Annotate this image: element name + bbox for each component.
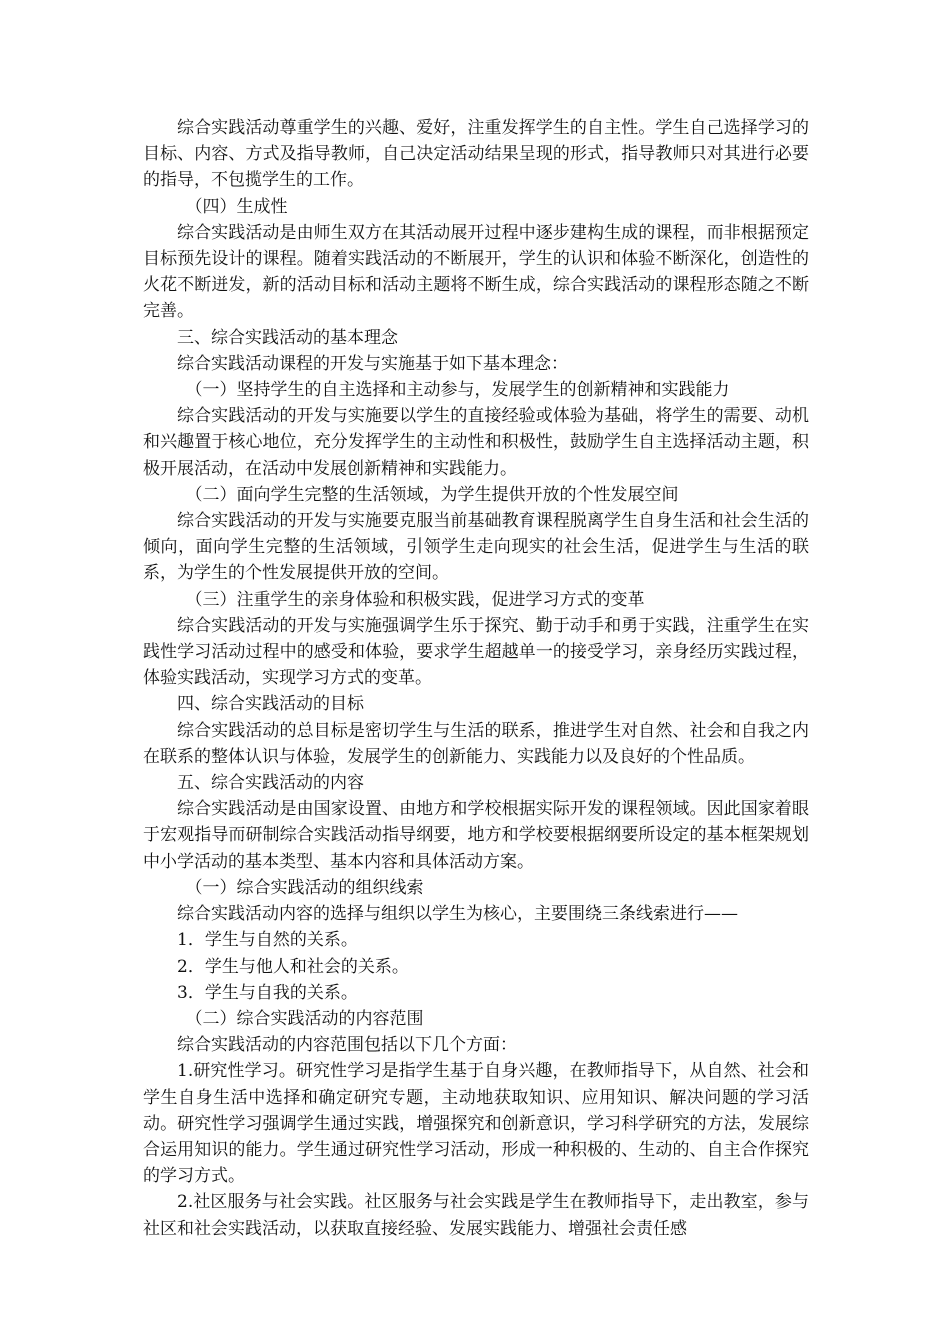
paragraph: 综合实践活动的开发与实施强调学生乐于探究、勤于动手和勇于实践，注重学生在实践性学习活动过程中的感受和体验，要求学生超越单一的接受学习，亲身经历实践过程，体验实践活动，实现学习方式的变革。 xyxy=(143,615,809,689)
list-item: 3．学生与自我的关系。 xyxy=(177,982,358,1003)
section-heading: （二）综合实践活动的内容范围 xyxy=(185,1008,424,1029)
paragraph: 综合实践活动的开发与实施要克服当前基础教育课程脱离学生自身生活和社会生活的倾向，面向学生完整的生活领域，引领学生走向现实的社会生活，促进学生与生活的联系，为学生的个性发展提供开放的空间。 xyxy=(143,511,809,584)
section-heading: 三、综合实践活动的基本理念 xyxy=(177,327,398,348)
paragraph: 综合实践活动的内容范围包括以下几个方面： xyxy=(177,1035,517,1056)
section-heading: 四、综合实践活动的目标 xyxy=(177,694,364,715)
list-item: 2．学生与他人和社会的关系。 xyxy=(177,956,409,977)
document-body xyxy=(143,115,809,1242)
paragraph: 1.研究性学习。研究性学习是指学生基于自身兴趣，在教师指导下，从自然、社会和学生自身生活中选择和确定研究专题，主动地获取知识、应用知识、解决问题的学习活动。研究性学习强调学生通过实践，增强探究和创新意识，学习科学研究的方法，发展综合运用知识的能力。学生通过研究性学习活动，形成一种积极的、生动的、自主合作探究的学习方式。 xyxy=(143,1061,809,1187)
paragraph: 综合实践活动是由师生双方在其活动展开过程中逐步建构生成的课程，而非根据预定目标预先设计的课程。随着实践活动的不断展开，学生的认识和体验不断深化，创造性的火花不断迸发，新的活动目标和活动主题将不断生成，综合实践活动的课程形态随之不断完善。 xyxy=(143,222,809,322)
paragraph: 综合实践活动的总目标是密切学生与生活的联系，推进学生对自然、社会和自我之内在联系的整体认识与体验，发展学生的创新能力、实践能力以及良好的个性品质。 xyxy=(143,720,809,767)
paragraph: 综合实践活动课程的开发与实施基于如下基本理念： xyxy=(177,353,568,374)
section-heading: （四）生成性 xyxy=(185,196,288,217)
section-heading: （一）综合实践活动的组织线索 xyxy=(185,877,424,898)
paragraph: 综合实践活动尊重学生的兴趣、爱好，注重发挥学生的自主性。学生自己选择学习的目标、内容、方式及指导教师，自己决定活动结果呈现的形式，指导教师只对其进行必要的指导，不包揽学生的工作。 xyxy=(143,118,809,191)
section-heading: （二）面向学生完整的生活领域，为学生提供开放的个性发展空间 xyxy=(185,484,679,505)
paragraph: 2.社区服务与社会实践。社区服务与社会实践是学生在教师指导下，走出教室，参与社区和社会实践活动，以获取直接经验、发展实践能力、增强社会责任感 xyxy=(143,1192,809,1239)
paragraph: 综合实践活动是由国家设置、由地方和学校根据实际开发的课程领域。因此国家着眼于宏观指导而研制综合实践活动指导纲要，地方和学校要根据纲要所设定的基本框架规划中小学活动的基本类型、基本内容和具体活动方案。 xyxy=(143,799,809,872)
paragraph: 综合实践活动内容的选择与组织以学生为核心，主要围绕三条线索进行—— xyxy=(177,904,738,925)
section-heading: （一）坚持学生的自主选择和主动参与，发展学生的创新精神和实践能力 xyxy=(185,380,730,401)
section-heading: （三）注重学生的亲身体验和积极实践，促进学习方式的变革 xyxy=(185,589,645,610)
list-item: 1．学生与自然的关系。 xyxy=(177,930,358,951)
paragraph: 综合实践活动的开发与实施要以学生的直接经验或体验为基础，将学生的需要、动机和兴趣置于核心地位，充分发挥学生的主动性和积极性，鼓励学生自主选择活动主题，积极开展活动，在活动中发展创新精神和实践能力。 xyxy=(143,406,809,479)
section-heading: 五、综合实践活动的内容 xyxy=(177,773,364,794)
